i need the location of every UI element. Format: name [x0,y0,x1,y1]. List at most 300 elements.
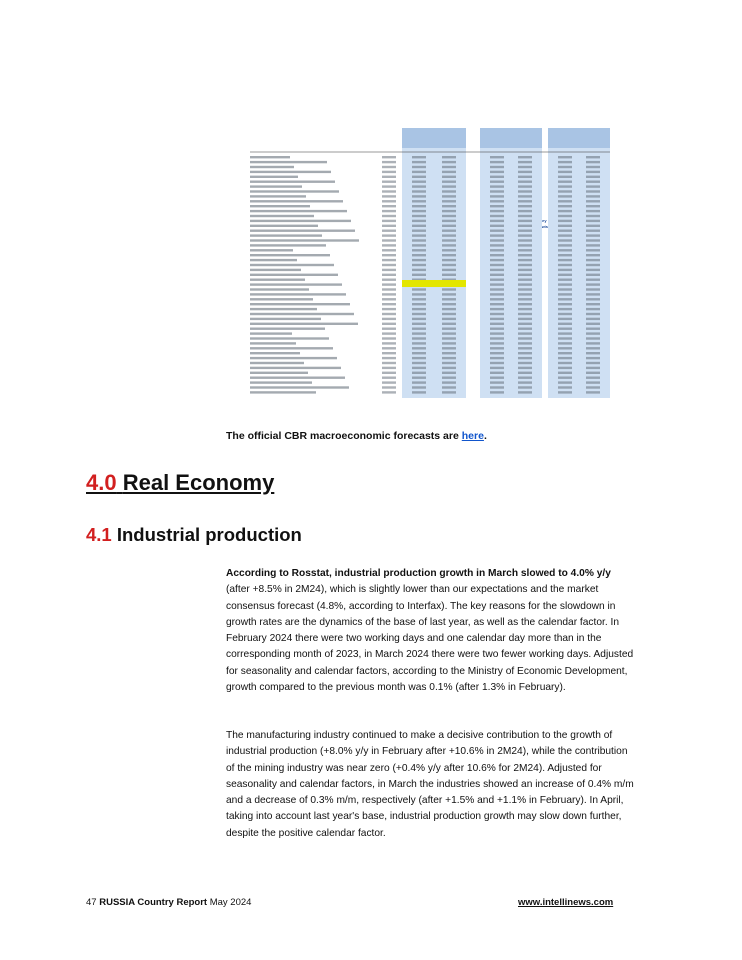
table-cell-value [490,337,504,339]
table-cell-value [382,195,396,197]
table-cell-value [518,166,532,168]
table-row-label [250,274,338,276]
table-cell-value [518,381,532,383]
table-cell-value [490,357,504,359]
table-cell-value [518,200,532,202]
table-cell-value [412,381,426,383]
table-cell-value [586,171,600,173]
section-heading-real-economy [86,470,274,496]
table-cell-value [442,244,456,246]
table-cell-value [490,234,504,236]
table-row-label [250,234,322,236]
table-cell-value [382,283,396,285]
table-cell-value [558,362,572,364]
table-cell-value [442,381,456,383]
table-cell-value [586,308,600,310]
table-cell-value [412,230,426,232]
table-cell-value [558,244,572,246]
table-cell-value [586,381,600,383]
table-cell-value [490,377,504,379]
table-cell-value [586,181,600,183]
table-cell-value [518,347,532,349]
table-row-label [250,328,325,330]
table-cell-value [558,215,572,217]
table-cell-value [382,372,396,374]
table-cell-value [382,367,396,369]
table-cell-value [442,230,456,232]
report-name: RUSSIA Country Report [99,897,208,908]
table-cell-value [518,352,532,354]
table-cell-value [382,239,396,241]
table-cell-value [518,225,532,227]
table-row-label [250,210,347,212]
table-cell-value [490,185,504,187]
table-cell-value [518,308,532,310]
table-cell-value [518,171,532,173]
table-row-label [250,161,327,163]
table-row-label [250,357,337,359]
table-cell-value [558,298,572,300]
table-cell-value [586,372,600,374]
table-cell-value [382,308,396,310]
table-cell-value [382,190,396,192]
table-cell-value [412,205,426,207]
table-cell-value [518,362,532,364]
table-cell-value [442,195,456,197]
table-cell-value [518,293,532,295]
table-cell-value [490,288,504,290]
table-cell-value [382,288,396,290]
table-cell-value [586,279,600,281]
table-row-label [250,313,354,315]
table-cell-value [586,166,600,168]
table-row-label [250,288,309,290]
table-cell-value [558,176,572,178]
table-cell-value [382,377,396,379]
table-cell-value [442,269,456,271]
table-cell-value [586,332,600,334]
table-cell-value [412,210,426,212]
table-cell-value [412,372,426,374]
table-cell-value [442,200,456,202]
table-cell-value [586,244,600,246]
table-cell-value [558,156,572,158]
table-cell-value [518,176,532,178]
table-cell-value [412,377,426,379]
table-cell-value [382,323,396,325]
table-cell-value [490,249,504,251]
table-cell-value [382,264,396,266]
table-cell-value [586,298,600,300]
table-cell-value [558,239,572,241]
table-cell-value [586,293,600,295]
table-cell-value [412,249,426,251]
table-cell-value [490,362,504,364]
table-cell-value [518,288,532,290]
table-cell-value [382,269,396,271]
table-row-label [250,156,290,158]
table-cell-value [490,220,504,222]
table-cell-value [586,254,600,256]
table-cell-value [412,234,426,236]
table-cell-value [490,254,504,256]
table-cell-value [586,205,600,207]
table-cell-value [490,190,504,192]
table-cell-value [382,274,396,276]
table-cell-value [518,283,532,285]
table-cell-value [518,234,532,236]
table-cell-value [586,337,600,339]
table-cell-value [490,352,504,354]
table-cell-value [558,313,572,315]
table-cell-value [586,161,600,163]
table-cell-value [586,156,600,158]
table-cell-value [558,274,572,276]
table-cell-value [412,239,426,241]
table-row-label [250,372,308,374]
table-cell-value [442,225,456,227]
table-cell-value [490,313,504,315]
table-row-label [250,362,304,364]
table-cell-value [442,288,456,290]
table-header-block [480,128,542,148]
section-number: 4.0 [86,470,117,495]
table-cell-value [518,181,532,183]
cbr-forecast-note [226,430,487,442]
table-cell-value [558,372,572,374]
table-cell-value [382,303,396,305]
table-cell-value [412,156,426,158]
table-cell-value [382,279,396,281]
table-cell-value [382,332,396,334]
table-cell-value [586,283,600,285]
table-cell-value [382,391,396,393]
table-cell-value [586,303,600,305]
table-cell-value [490,332,504,334]
table-row-label [250,249,293,251]
table-cell-value [412,357,426,359]
table-cell-value [586,377,600,379]
table-cell-value [412,352,426,354]
table-cell-value [490,367,504,369]
table-cell-value [442,318,456,320]
table-cell-value [490,215,504,217]
table-cell-value [442,176,456,178]
table-cell-value [490,210,504,212]
table-cell-value [490,171,504,173]
table-cell-value [586,185,600,187]
table-row-label [250,269,301,271]
table-cell-value [412,288,426,290]
table-cell-value [490,244,504,246]
table-cell-value [412,190,426,192]
table-cell-value [382,166,396,168]
table-cell-value [586,347,600,349]
table-cell-value [412,308,426,310]
table-cell-value [558,264,572,266]
table-cell-value [586,352,600,354]
table-header-block [402,128,466,148]
table-cell-value [442,171,456,173]
table-cell-value [490,176,504,178]
table-cell-value [442,161,456,163]
table-cell-value [518,264,532,266]
report-date: May 2024 [209,897,252,908]
table-cell-value [412,347,426,349]
table-cell-value [558,283,572,285]
table-row-label [250,318,321,320]
table-cell-value [442,274,456,276]
table-cell-value [412,264,426,266]
table-row-label [250,254,330,256]
table-cell-value [382,362,396,364]
table-row-label [250,347,333,349]
table-cell-value [382,259,396,261]
table-row-label [250,293,346,295]
table-cell-value [442,210,456,212]
table-cell-value [586,210,600,212]
table-cell-value [412,298,426,300]
table-cell-value [490,156,504,158]
table-cell-value [518,259,532,261]
table-highlight [402,280,466,287]
table-cell-value [442,254,456,256]
table-cell-value [558,220,572,222]
table-cell-value [442,337,456,339]
table-cell-value [518,230,532,232]
table-cell-value [442,249,456,251]
table-cell-value [518,274,532,276]
table-cell-value [490,293,504,295]
table-cell-value [518,195,532,197]
table-cell-value [586,239,600,241]
forecast-table-image [246,128,610,398]
table-cell-value [382,293,396,295]
table-cell-value [412,166,426,168]
table-cell-value [586,367,600,369]
table-cell-value [442,377,456,379]
table-cell-value [586,288,600,290]
table-cell-value [558,318,572,320]
table-cell-value [518,367,532,369]
table-cell-value [586,328,600,330]
table-cell-value [586,220,600,222]
table-cell-value [442,234,456,236]
table-cell-value [382,347,396,349]
table-cell-value [382,342,396,344]
table-cell-value [586,269,600,271]
section-title: Real Economy [122,470,275,495]
table-cell-value [518,342,532,344]
table-cell-value [382,156,396,158]
table-cell-value [558,161,572,163]
table-cell-value [490,318,504,320]
table-cell-value [518,156,532,158]
table-cell-value [518,210,532,212]
table-cell-value [490,279,504,281]
table-cell-value [586,176,600,178]
footer-report-info [86,897,251,908]
table-cell-value [442,332,456,334]
table-cell-value [518,318,532,320]
table-cell-value [442,308,456,310]
table-cell-value [412,200,426,202]
table-cell-value [442,323,456,325]
table-cell-value [490,195,504,197]
table-cell-value [382,171,396,173]
table-cell-value [490,308,504,310]
table-row-label [250,185,302,187]
table-cell-value [518,298,532,300]
table-cell-value [558,381,572,383]
table-cell-value [382,328,396,330]
table-cell-value [382,200,396,202]
table-cell-value [518,377,532,379]
table-cell-value [412,269,426,271]
table-cell-value [558,337,572,339]
table-cell-value [412,367,426,369]
website-link[interactable]: www.intellinews.com [518,897,614,908]
table-cell-value [558,328,572,330]
table-row-label [250,391,316,393]
table-cell-value [518,239,532,241]
cbr-forecast-link[interactable]: here [461,430,484,442]
table-cell-value [442,264,456,266]
table-cell-value [490,269,504,271]
table-cell-value [586,190,600,192]
table-cell-value [518,332,532,334]
table-row-label [250,337,329,339]
table-cell-value [442,239,456,241]
table-cell-value [586,225,600,227]
table-row-label [250,195,306,197]
table-row-label [250,166,294,168]
table-cell-value [442,357,456,359]
table-cell-value [558,323,572,325]
table-cell-value [382,381,396,383]
table-column-group-shade [480,128,542,398]
table-cell-value [412,220,426,222]
table-cell-value [586,274,600,276]
table-row-label [250,377,345,379]
table-cell-value [518,215,532,217]
table-row-label [250,220,351,222]
table-cell-value [412,303,426,305]
table-cell-value [586,234,600,236]
table-cell-value [412,318,426,320]
table-cell-value [558,288,572,290]
table-row-label [250,215,314,217]
table-cell-value [586,357,600,359]
table-cell-value [412,337,426,339]
table-cell-value [518,161,532,163]
table-cell-value [382,210,396,212]
table-cell-value [518,303,532,305]
table-cell-value [558,332,572,334]
table-row-label [250,205,310,207]
table-cell-value [382,254,396,256]
table-cell-value [558,225,572,227]
table-cell-value [442,298,456,300]
table-row-label [250,342,296,344]
table-cell-value [586,259,600,261]
table-cell-value [518,323,532,325]
table-cell-value [442,313,456,315]
table-cell-value [558,181,572,183]
table-cell-value [490,283,504,285]
table-cell-value [518,372,532,374]
table-row-label [250,367,341,369]
table-cell-value [558,342,572,344]
table-cell-value [490,391,504,393]
paragraph-industrial-growth [226,566,636,696]
table-cell-value [412,362,426,364]
table-cell-value [412,332,426,334]
table-cell-value [412,161,426,163]
table-cell-value [490,200,504,202]
table-cell-value [490,372,504,374]
table-row-label [250,352,300,354]
table-cell-value [558,171,572,173]
table-cell-value [442,328,456,330]
table-cell-value [382,298,396,300]
table-cell-value [382,249,396,251]
table-cell-value [558,352,572,354]
table-row-label [250,225,318,227]
table-cell-value [518,254,532,256]
table-cell-value [490,328,504,330]
table-cell-value [490,342,504,344]
table-cell-value [586,323,600,325]
table-cell-value [558,195,572,197]
table-cell-value [382,185,396,187]
table-row-label [250,176,298,178]
page-number: 47 [86,897,97,908]
table-cell-value [558,308,572,310]
subsection-title: Industrial production [116,524,302,545]
table-cell-value [490,386,504,388]
table-column-group-shade [402,128,466,398]
cbr-note-prefix: The official CBR macroeconomic forecasts are [226,430,462,442]
table-row-label [250,308,317,310]
table-cell-value [490,230,504,232]
table-cell-value [382,357,396,359]
table-cell-value [490,381,504,383]
table-row-label [250,181,335,183]
table-cell-value [558,230,572,232]
paragraph-lead-bold: According to Rosstat, industrial production growth in March slowed to 4.0% y/y [226,568,611,579]
table-cell-value [442,342,456,344]
table-cell-value [382,176,396,178]
table-cell-value [442,166,456,168]
table-cell-value [490,161,504,163]
table-cell-value [442,220,456,222]
table-cell-value [518,185,532,187]
table-cell-value [490,181,504,183]
table-cell-value [518,279,532,281]
cbr-note-suffix: . [483,430,487,442]
table-cell-value [586,342,600,344]
table-cell-value [490,225,504,227]
table-row-label [250,298,313,300]
table-row-label [250,230,355,232]
table-cell-value [586,362,600,364]
table-cell-value [382,215,396,217]
table-header-block [548,128,610,148]
table-column-group-shade [548,128,610,398]
table-cell-value [412,259,426,261]
table-cell-value [442,293,456,295]
